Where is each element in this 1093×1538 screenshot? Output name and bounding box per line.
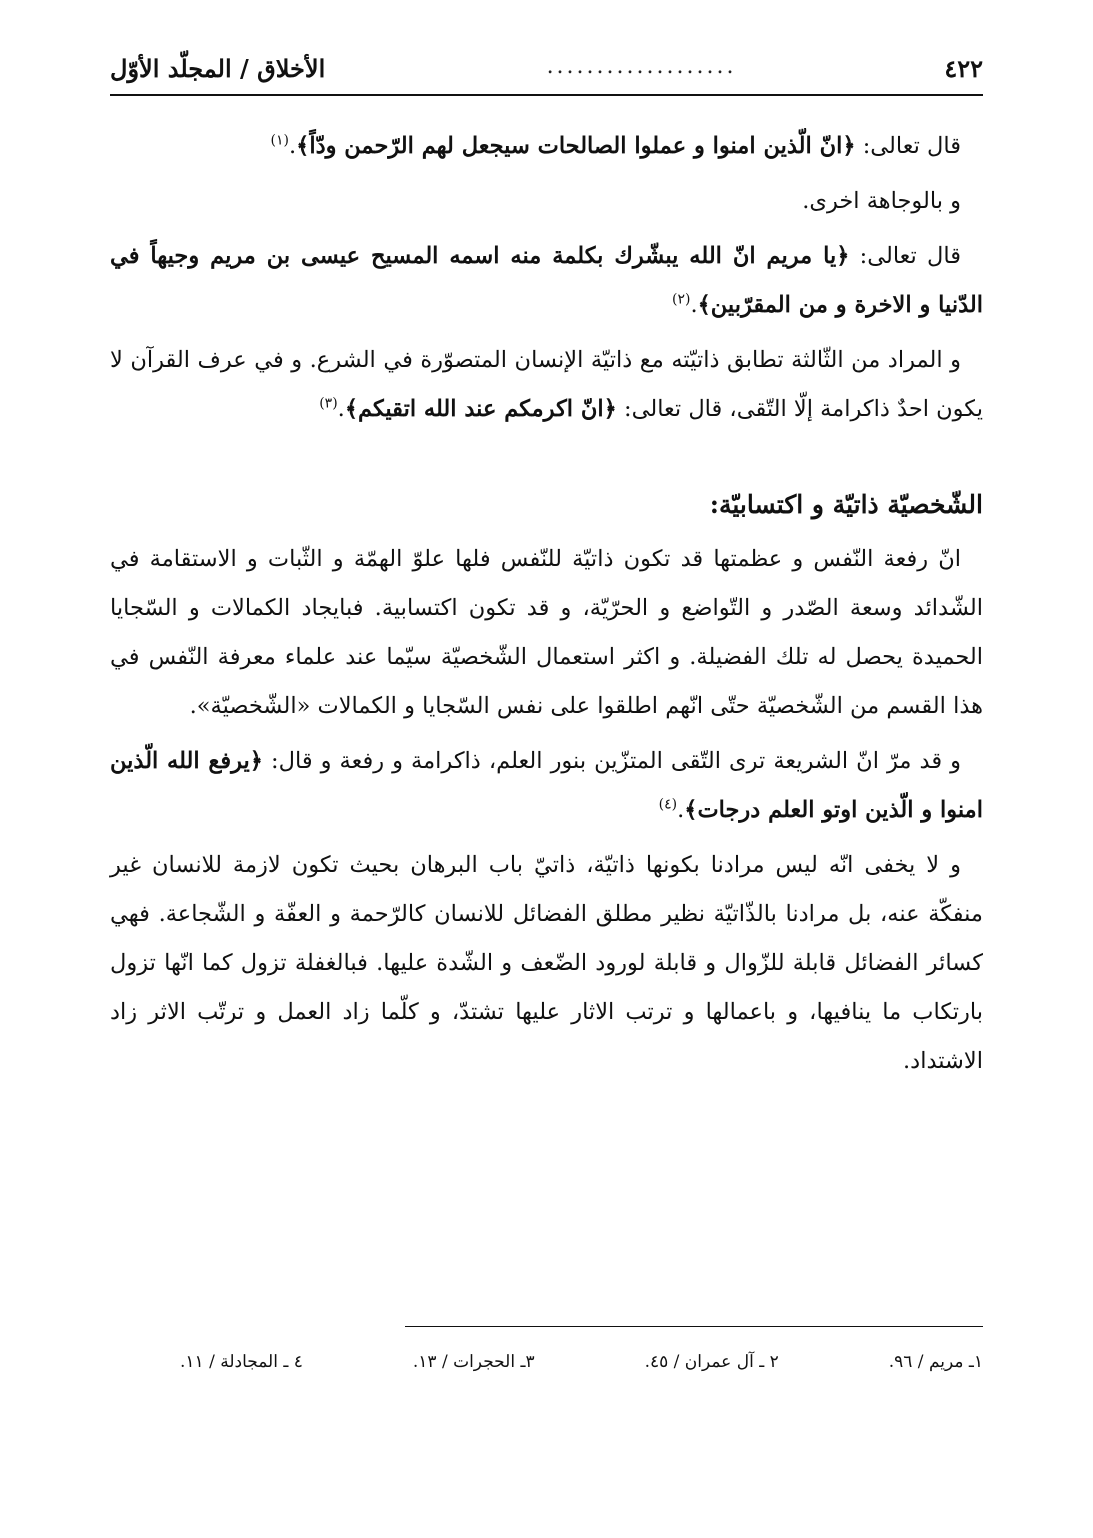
footnote-ref-1: (١)	[270, 132, 289, 149]
header-rule	[110, 94, 983, 96]
paragraph-quran-1	[110, 122, 983, 171]
quran-quote: ﴿يا مريم انّ الله يبشّرك بكلمة منه اسمه المسيح عيسى بن مريم وجيهاً في الدّنيا و الاخرة و من المقرّبين﴾	[110, 243, 983, 318]
footnote-1: ١ـ مريم / ٩٦.	[888, 1352, 983, 1372]
section-heading: الشّخصيّة ذاتيّة و اكتسابيّة:	[709, 490, 983, 519]
footnote-ref-2: (٢)	[672, 291, 691, 308]
footnote-rule	[405, 1326, 983, 1327]
footnote-4: ٤ ـ المجادلة / ١١.	[180, 1352, 303, 1372]
paragraph-knowledge	[110, 737, 983, 835]
quran-quote: ﴿يرفع الله الّذين امنوا و الّذين اوتو العلم درجات﴾	[110, 748, 983, 823]
footnote-ref-4: (٤)	[658, 796, 678, 813]
page-header	[110, 48, 983, 98]
footnote-ref-3: (٣)	[319, 395, 338, 412]
body-text	[110, 122, 983, 1092]
paragraph-quran-2	[110, 232, 983, 330]
footnote-2: ٢ ـ آل عمران / ٤٥.	[644, 1352, 779, 1372]
paragraph-text: قال تعالى:	[849, 243, 961, 269]
paragraph-essential: و لا يخفى انّه ليس مرادنا بكونها ذاتيّة، ذاتيّ باب البرهان بحيث تكون لازمة للانسان غير منفكّة عنه، بل مرادنا بالذّاتيّة نظير مطلق الفضائل للانسان كالرّحمة و العفّة و الشّجاعة. فهي كسائر الفضائل قابلة للزّوال و قابلة لورود الضّعف و الشّدة عليها. فبالغفلة تزول كما انّها تزول بارتكاب ما ينافيها، و باعمالها و ترتب الاثار عليها تشتدّ، و كلّما زاد العمل و ترتّب الاثر زاد الاشتداد.	[110, 852, 983, 1074]
punctuation: .	[690, 292, 698, 318]
paragraph-text: و قد مرّ انّ الشريعة ترى التّقى المتزّين بنور العلم، ذاكرامة و رفعة و قال:	[262, 748, 961, 774]
footnote-3: ٣ـ الحجرات / ١٣.	[412, 1352, 535, 1372]
quran-quote: ﴿انّ اكرمكم عند الله اتقيكم﴾	[344, 396, 617, 422]
paragraph-wajaha: و بالوجاهة اخرى.	[802, 188, 961, 214]
header-dot-leader: ...................	[546, 54, 737, 79]
running-title: الأخلاق / المجلّد الأوّل	[110, 54, 326, 83]
paragraph-text: و المراد من الثّالثة تطابق ذاتيّته مع ذاتيّة الإنسان المتصوّرة في الشرع. و في عرف القرآن لا يكون احدٌ ذاكرامة إلّا التّقى، قال تعالى:	[110, 347, 983, 422]
quran-quote: ﴿انّ الّذين امنوا و عملوا الصالحات سيجعل لهم الرّحمن ودّاً﴾	[296, 133, 856, 159]
paragraph-third-meaning	[110, 336, 983, 434]
punctuation: .	[289, 133, 297, 159]
page-number: ٤٢٢	[944, 54, 983, 83]
paragraph-personality: انّ رفعة النّفس و عظمتها قد تكون ذاتيّة للنّفس فلها علوّ الهمّة و الثّبات و الاستقامة في الشّدائد وسعة الصّدر و التّواضع و الحرّيّة، و قد تكون اكتسابية. فبايجاد الكمالات و السّجايا الحميدة يحصل له تلك الفضيلة. و اكثر استعمال الشّخصيّة سيّما عند علماء معرفة النّفس في هذا القسم من الشّخصيّة حتّى انّهم اطلقوا على نفس السّجايا و الكمالات «الشّخصيّة».	[110, 546, 983, 719]
punctuation: .	[337, 396, 345, 422]
footnotes	[180, 1352, 983, 1372]
punctuation: .	[677, 797, 685, 823]
paragraph-text: قال تعالى:	[855, 133, 961, 159]
